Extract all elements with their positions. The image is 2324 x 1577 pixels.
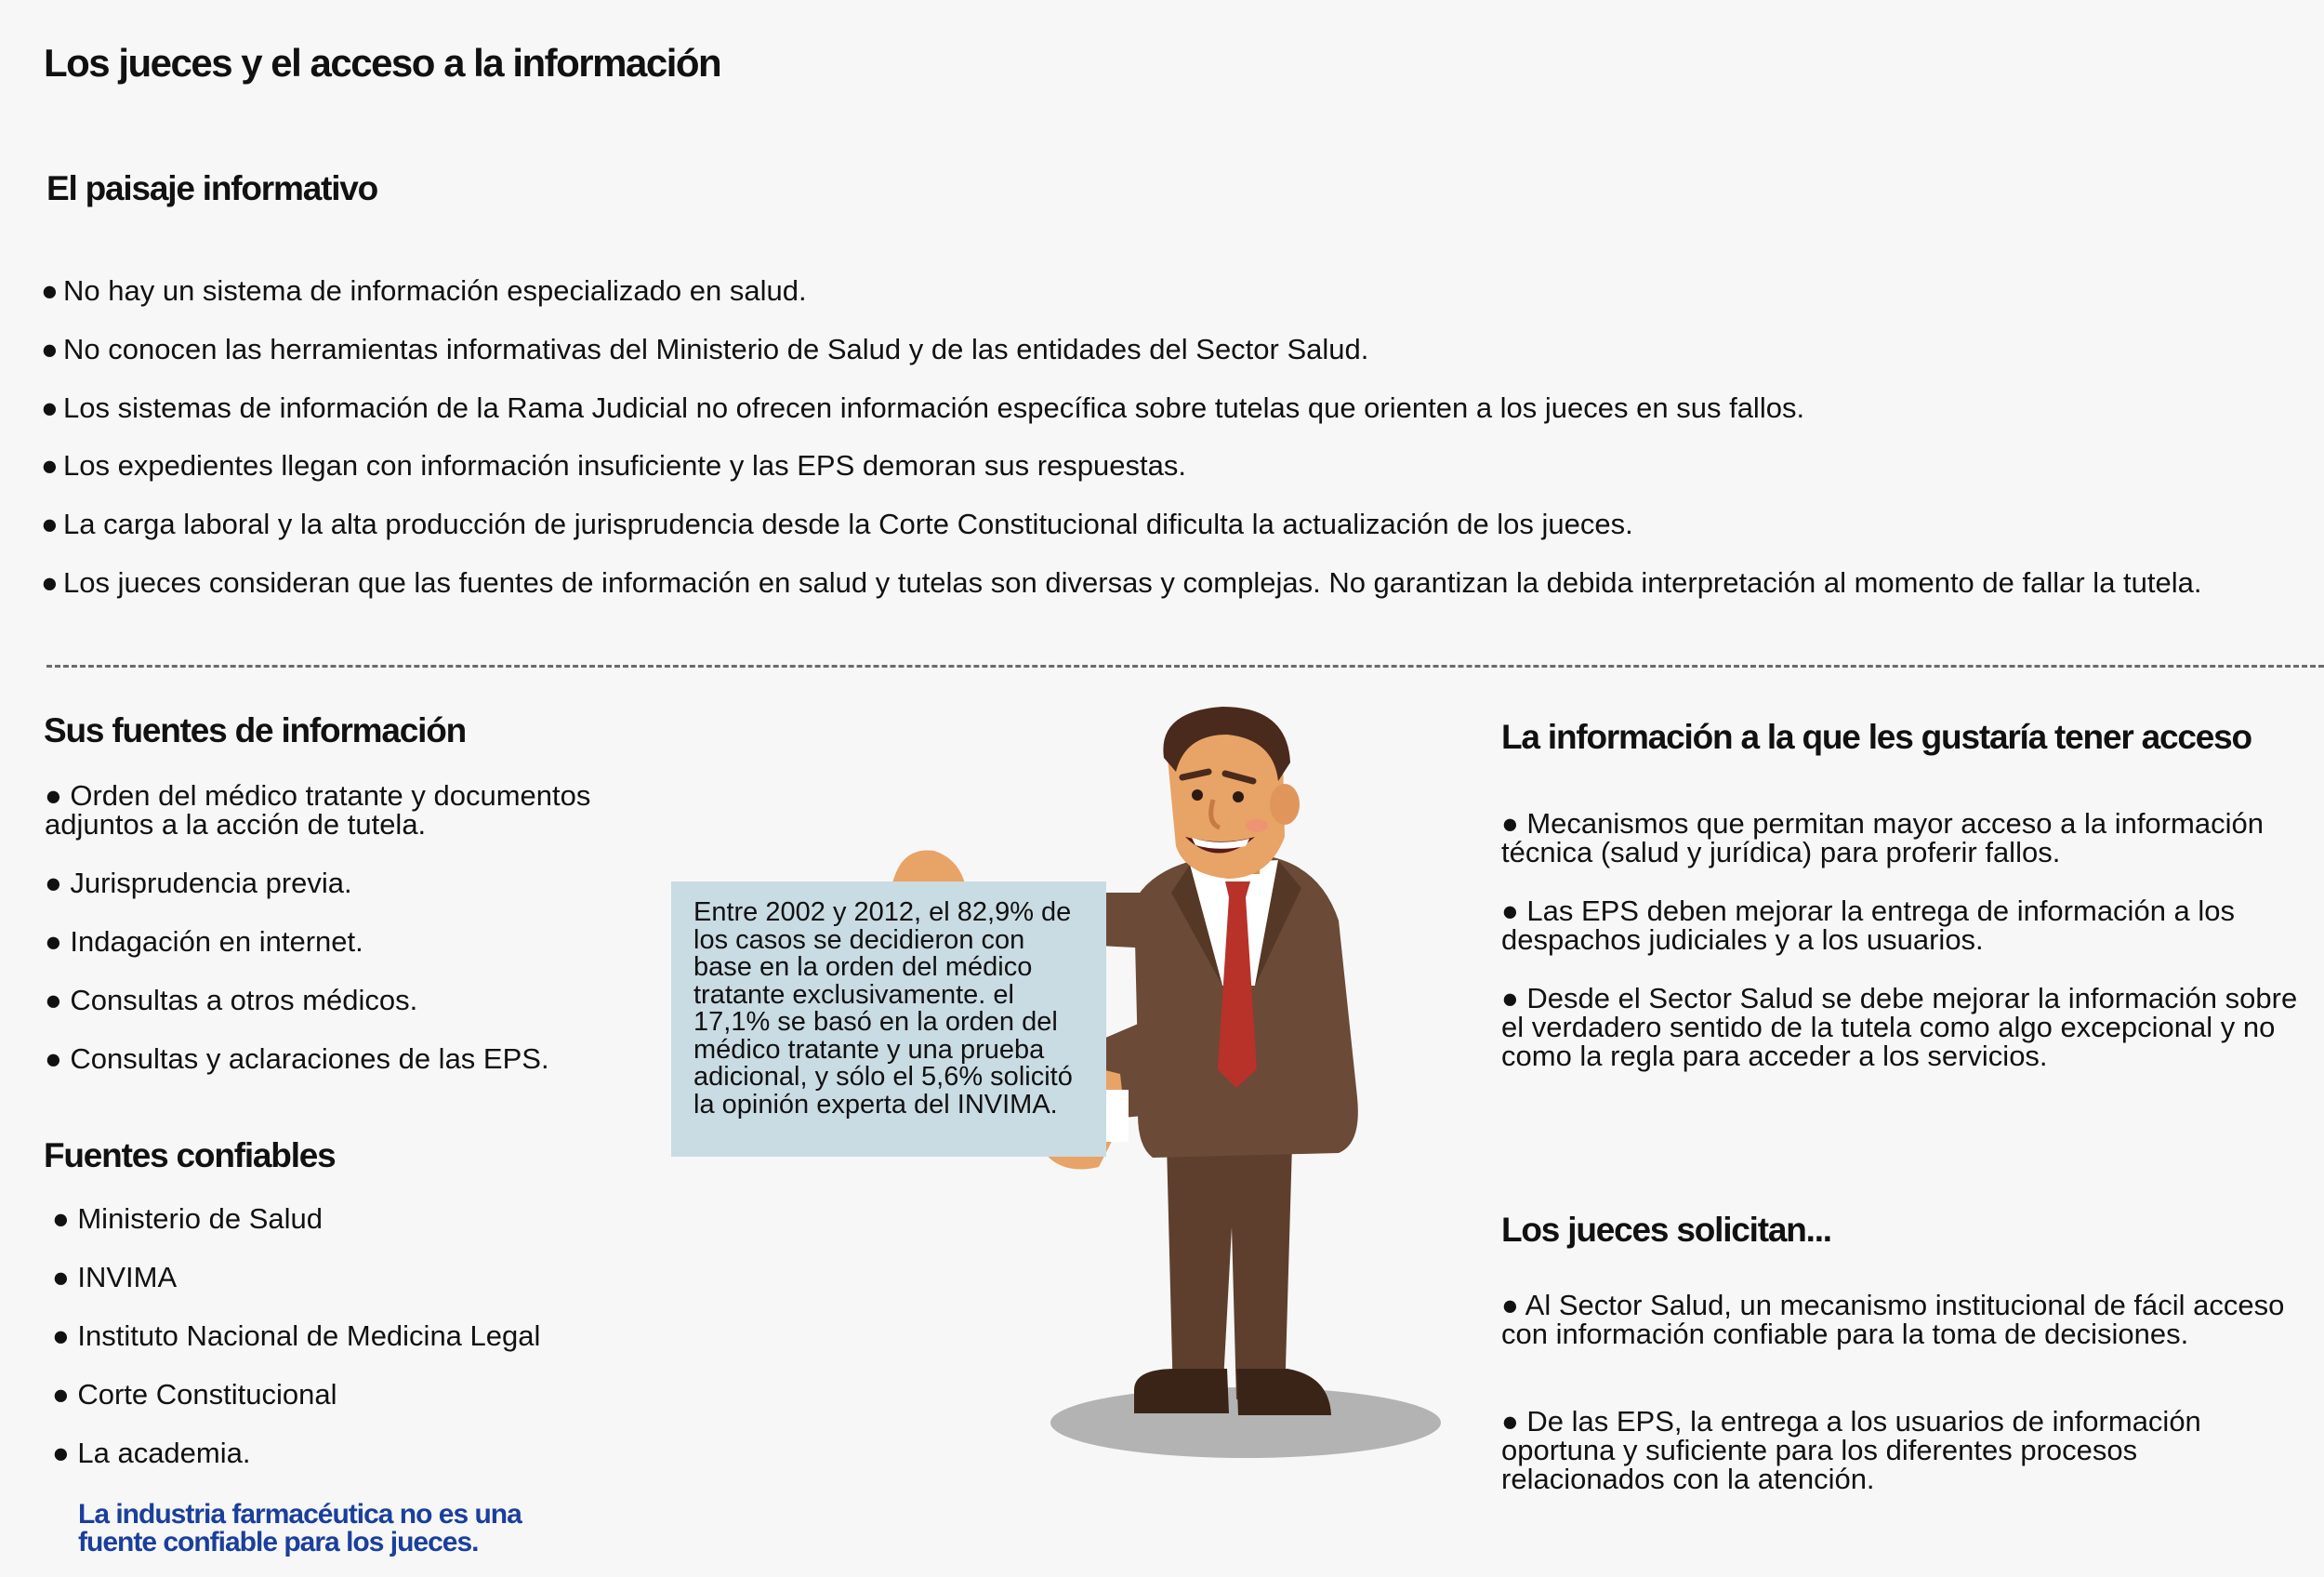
pharma-note: La industria farmacéutica no es una fuente confiable para los jueces. bbox=[78, 1499, 522, 1557]
list-item: ● La academia. bbox=[52, 1437, 251, 1469]
list-item: ● Corte Constitucional bbox=[52, 1378, 337, 1411]
list-item: ● Orden del médico tratante y documentos adjuntos a la acción de tutela. bbox=[45, 779, 591, 841]
bullet-icon: ● bbox=[1501, 1289, 1519, 1321]
request-heading: Los jueces solicitan... bbox=[1501, 1211, 1831, 1249]
bullet-icon: ● bbox=[45, 867, 62, 899]
trousers bbox=[1167, 1144, 1292, 1399]
section-divider bbox=[46, 665, 2324, 668]
bullet-icon: ● bbox=[45, 1042, 62, 1075]
list-item: ● Los sistemas de información de la Rama Judicial no ofrecen información específica sobre tutelas que orienten a los jueces en sus fallos. bbox=[41, 391, 1805, 424]
list-item: ● Al Sector Salud, un mecanismo institucional de fácil acceso con información confiable para la toma de decisiones. bbox=[1501, 1289, 2285, 1350]
bullet-icon: ● bbox=[41, 449, 59, 483]
bullet-icon: ● bbox=[45, 984, 62, 1016]
list-item: ● No hay un sistema de información especializado en salud. bbox=[41, 274, 807, 307]
left-shoe bbox=[1134, 1369, 1229, 1413]
landscape-heading: El paisaje informativo bbox=[46, 169, 378, 207]
list-item: ● Instituto Nacional de Medicina Legal bbox=[52, 1319, 541, 1352]
landscape-list bbox=[41, 273, 2202, 624]
sources-heading: Sus fuentes de información bbox=[44, 711, 466, 749]
page-title: Los jueces y el acceso a la información bbox=[44, 41, 721, 85]
bullet-icon: ● bbox=[41, 332, 59, 365]
list-item: ● INVIMA bbox=[52, 1261, 178, 1293]
list-item: ● Las EPS deben mejorar la entrega de información a los despachos judiciales y a los usuarios. bbox=[1501, 895, 2236, 956]
list-item: ● Mecanismos que permitan mayor acceso a la información técnica (salud y jurídica) para proferir fallos. bbox=[1501, 807, 2264, 868]
list-item: ● No conocen las herramientas informativas del Ministerio de Salud y de las entidades del Sector Salud. bbox=[41, 332, 1369, 365]
wish-list bbox=[1501, 809, 2301, 1100]
bullet-icon: ● bbox=[52, 1261, 70, 1293]
bullet-icon: ● bbox=[41, 565, 59, 599]
bullet-icon: ● bbox=[45, 925, 62, 958]
list-item: ● Jurisprudencia previa. bbox=[45, 867, 352, 899]
bullet-icon: ● bbox=[1501, 982, 1519, 1014]
bullet-icon: ● bbox=[52, 1202, 70, 1235]
bullet-icon: ● bbox=[41, 391, 59, 424]
list-item: ● Indagación en internet. bbox=[45, 925, 363, 958]
list-item: ● Los expedientes llegan con información insuficiente y las EPS demoran sus respuestas. bbox=[41, 449, 1186, 483]
right-eye bbox=[1233, 791, 1244, 802]
list-item: ● Ministerio de Salud bbox=[52, 1202, 323, 1235]
list-item: ● Los jueces consideran que las fuentes de información en salud y tutelas son diversas y complejas. No garantizan la debida interpretación al momento de fallar la tutela. bbox=[41, 565, 2202, 599]
bullet-icon: ● bbox=[41, 508, 59, 541]
bullet-icon: ● bbox=[45, 779, 62, 812]
list-item: ● Desde el Sector Salud se debe mejorar la información sobre el verdadero sentido de la tutela como algo excepcional y no como la regla para acceder a los servicios. bbox=[1501, 982, 2298, 1072]
ear bbox=[1270, 784, 1300, 825]
request-list bbox=[1501, 1291, 2301, 1523]
list-item: ● Consultas y aclaraciones de las EPS. bbox=[45, 1042, 549, 1075]
bullet-icon: ● bbox=[52, 1437, 70, 1469]
bullet-icon: ● bbox=[1501, 1405, 1519, 1438]
bullet-icon: ● bbox=[52, 1378, 70, 1411]
wish-heading: La información a la que les gustaría tener acceso bbox=[1501, 718, 2251, 756]
left-eye bbox=[1192, 789, 1203, 801]
bullet-icon: ● bbox=[1501, 807, 1519, 840]
cheek bbox=[1246, 819, 1268, 832]
statistics-callout: Entre 2002 y 2012, el 82,9% de los casos se decidieron con base en la orden del médico tratante exclusivamente. el 17,1% se basó en la orden del médico tratante y una prueba adicional, y sólo el 5,6% solicitó la opinión experta del INVIMA. bbox=[671, 881, 1106, 1157]
reliable-list bbox=[52, 1204, 647, 1497]
list-item: ● La carga laboral y la alta producción de jurisprudencia desde la Corte Constitucional dificulta la actualización de los jueces. bbox=[41, 508, 1633, 541]
bullet-icon: ● bbox=[52, 1319, 70, 1352]
reliable-heading: Fuentes confiables bbox=[44, 1136, 336, 1174]
list-item: ● De las EPS, la entrega a los usuarios de información oportuna y suficiente para los diferentes procesos relacionados con la atención. bbox=[1501, 1405, 2201, 1495]
sources-list bbox=[45, 781, 640, 1103]
list-item: ● Consultas a otros médicos. bbox=[45, 984, 418, 1016]
right-shoe bbox=[1236, 1369, 1331, 1415]
bullet-icon: ● bbox=[41, 274, 59, 307]
bullet-icon: ● bbox=[1501, 895, 1519, 927]
